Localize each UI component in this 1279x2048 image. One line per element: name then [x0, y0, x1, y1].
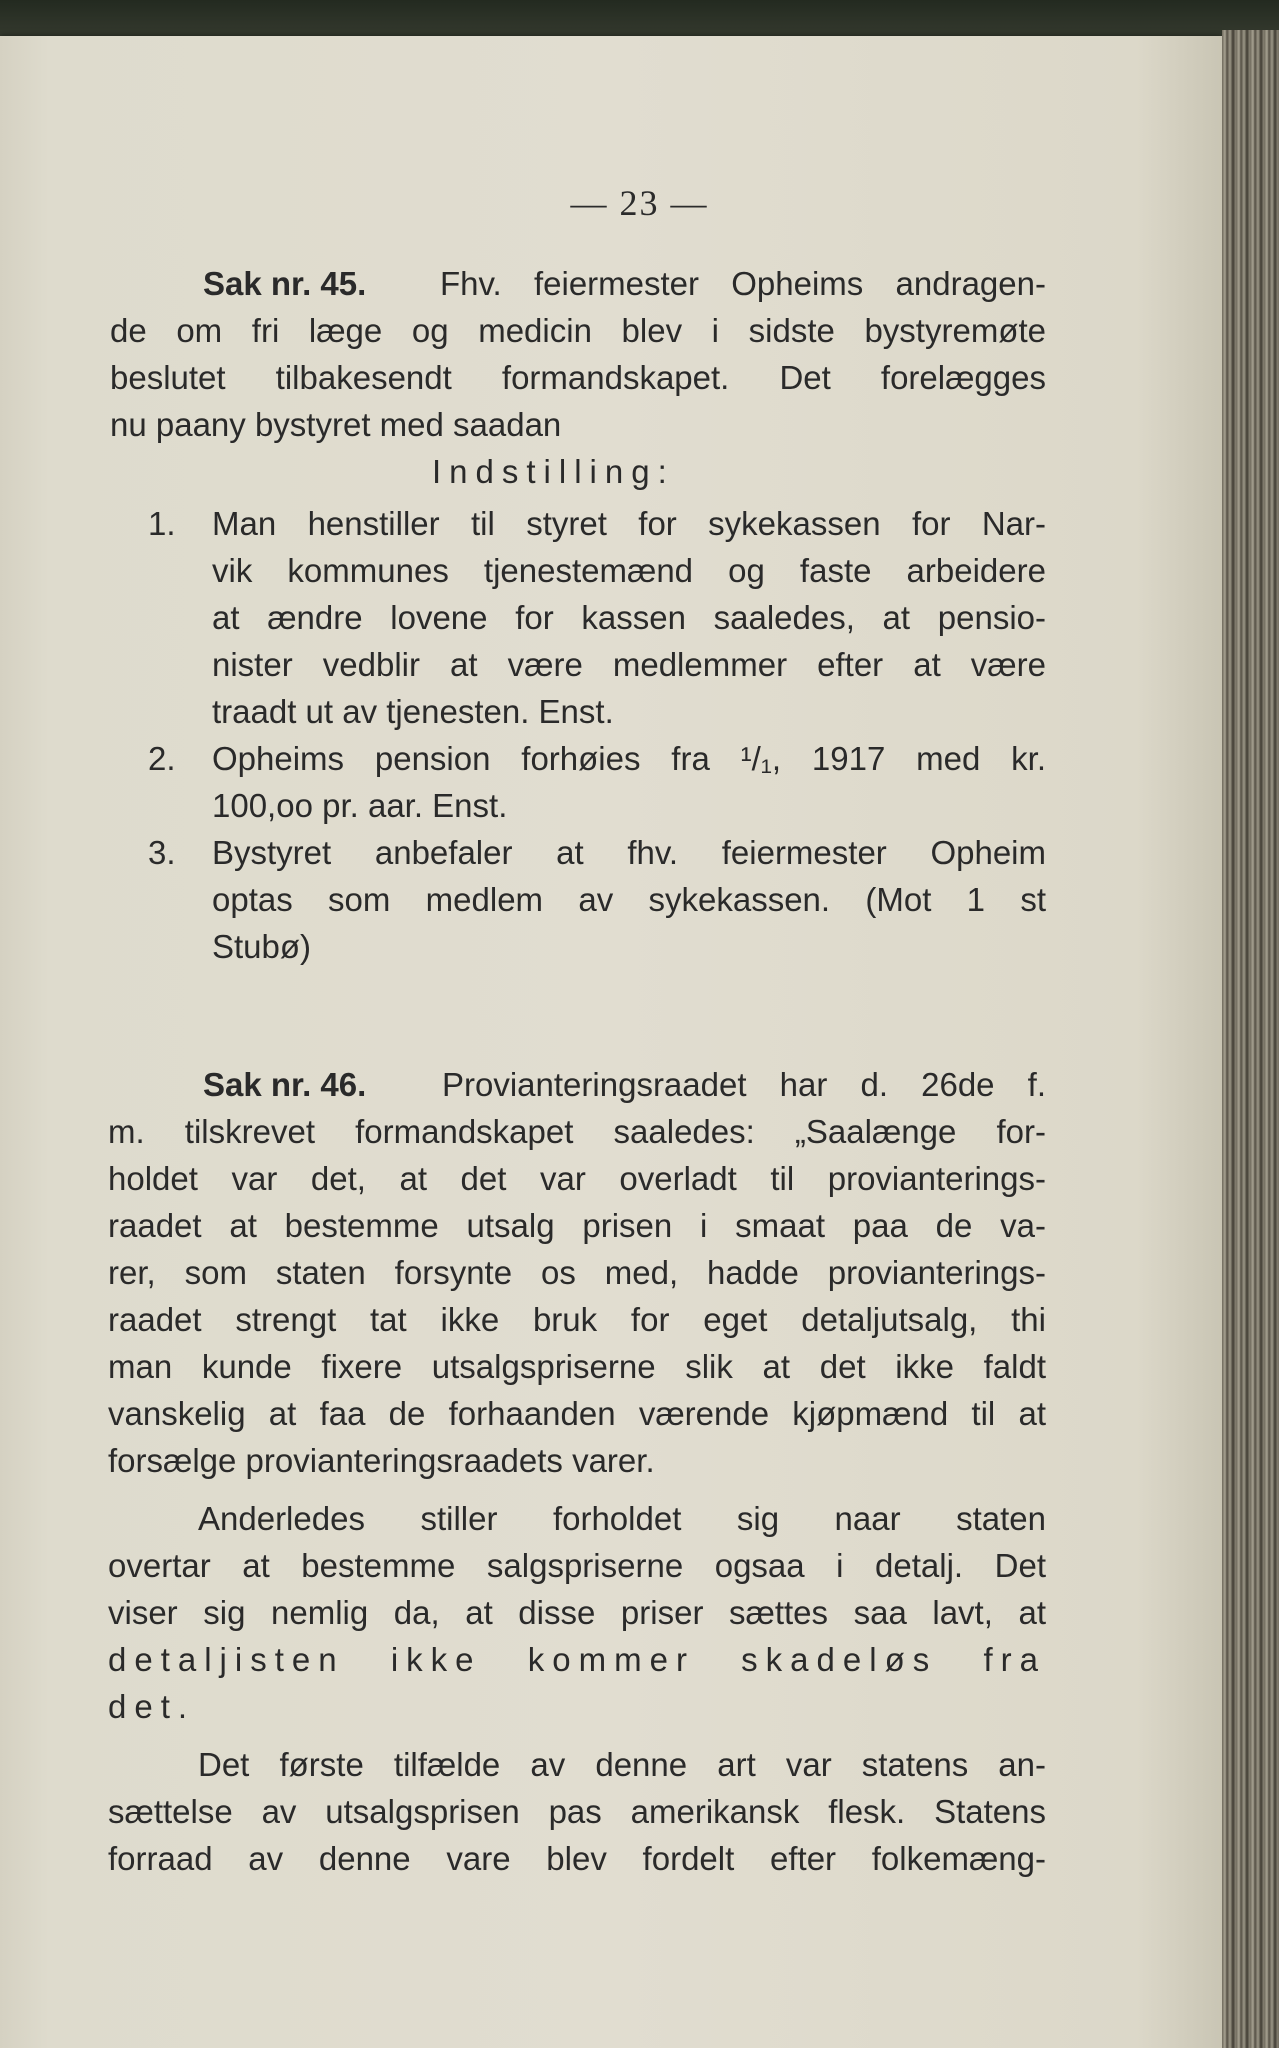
- sak46-line9: forsælge provianteringsraadets varer.: [108, 1442, 655, 1479]
- sak45-line3: beslutet tilbakesendt formandskapet. Det forelægges: [110, 359, 1046, 396]
- item2-line1: Opheims pension forhøies fra ¹/₁, 1917 med kr.: [212, 740, 1046, 777]
- item2-line2: 100,oo pr. aar. Enst.: [212, 787, 508, 824]
- sak46-line8: vanskelig at faa de forhaanden værende kjøpmænd til at: [108, 1395, 1046, 1432]
- sak46-line1: Provianteringsraadet har d. 26de f.: [442, 1066, 1046, 1103]
- book-binding-edge: [1222, 30, 1279, 2048]
- sak45-line2: de om fri læge og medicin blev i sidste bystyremøte: [110, 312, 1046, 349]
- item1-number: 1.: [148, 505, 176, 542]
- item3-line2: optas som medlem av sykekassen. (Mot 1 st: [212, 881, 1046, 918]
- sak46-line7: man kunde fixere utsalgspriserne slik at det ikke faldt: [108, 1348, 1046, 1385]
- sak45-label: Sak nr. 45.: [203, 265, 367, 302]
- para3-line3: forraad av denne vare blev fordelt efter folkemæng-: [108, 1840, 1046, 1877]
- item1-line2: vik kommunes tjenestemænd og faste arbeidere: [212, 552, 1046, 589]
- item3-line3: Stubø): [212, 928, 312, 965]
- item2-number: 2.: [148, 740, 176, 777]
- item3-line1: Bystyret anbefaler at fhv. feiermester Opheim: [212, 834, 1046, 871]
- sak46-line5: rer, som staten forsynte os med, hadde provianterings-: [108, 1254, 1046, 1291]
- sak46-label: Sak nr. 46.: [203, 1066, 367, 1103]
- sak46-line3: holdet var det, at det var overladt til provianterings-: [108, 1160, 1046, 1197]
- indstilling-heading: Indstilling:: [432, 453, 675, 490]
- para2-line5: det.: [108, 1688, 196, 1725]
- item3-number: 3.: [148, 834, 176, 871]
- item1-line5: traadt ut av tjenesten. Enst.: [212, 693, 614, 730]
- para2-line1: Anderledes stiller forholdet sig naar staten: [198, 1500, 1046, 1537]
- sak46-line6: raadet strengt tat ikke bruk for eget detaljutsalg, thi: [108, 1301, 1046, 1338]
- item1-line3: at ændre lovene for kassen saaledes, at pensio-: [212, 599, 1046, 636]
- sak46-line2: m. tilskrevet formandskapet saaledes: „Saalænge for-: [108, 1113, 1046, 1150]
- item1-line4: nister vedblir at være medlemmer efter at være: [212, 646, 1046, 683]
- para3-line2: sættelse av utsalgsprisen pas amerikansk flesk. Statens: [108, 1793, 1046, 1830]
- sak45-line1: Fhv. feiermester Opheims andragen-: [440, 265, 1046, 302]
- para3-line1: Det første tilfælde av denne art var statens an-: [198, 1746, 1046, 1783]
- sak46-line4: raadet at bestemme utsalg prisen i smaat paa de va-: [108, 1207, 1046, 1244]
- para2-line3: viser sig nemlig da, at disse priser sættes saa lavt, at: [108, 1594, 1046, 1631]
- page-number: — 23 —: [570, 183, 709, 223]
- sak45-line4: nu paany bystyret med saadan: [110, 406, 562, 443]
- para2-line4: detaljisten ikke kommer skadeløs fra: [108, 1641, 1046, 1678]
- item1-line1: Man henstiller til styret for sykekassen for Nar-: [212, 505, 1046, 542]
- para2-line2: overtar at bestemme salgspriserne ogsaa i detalj. Det: [108, 1547, 1046, 1584]
